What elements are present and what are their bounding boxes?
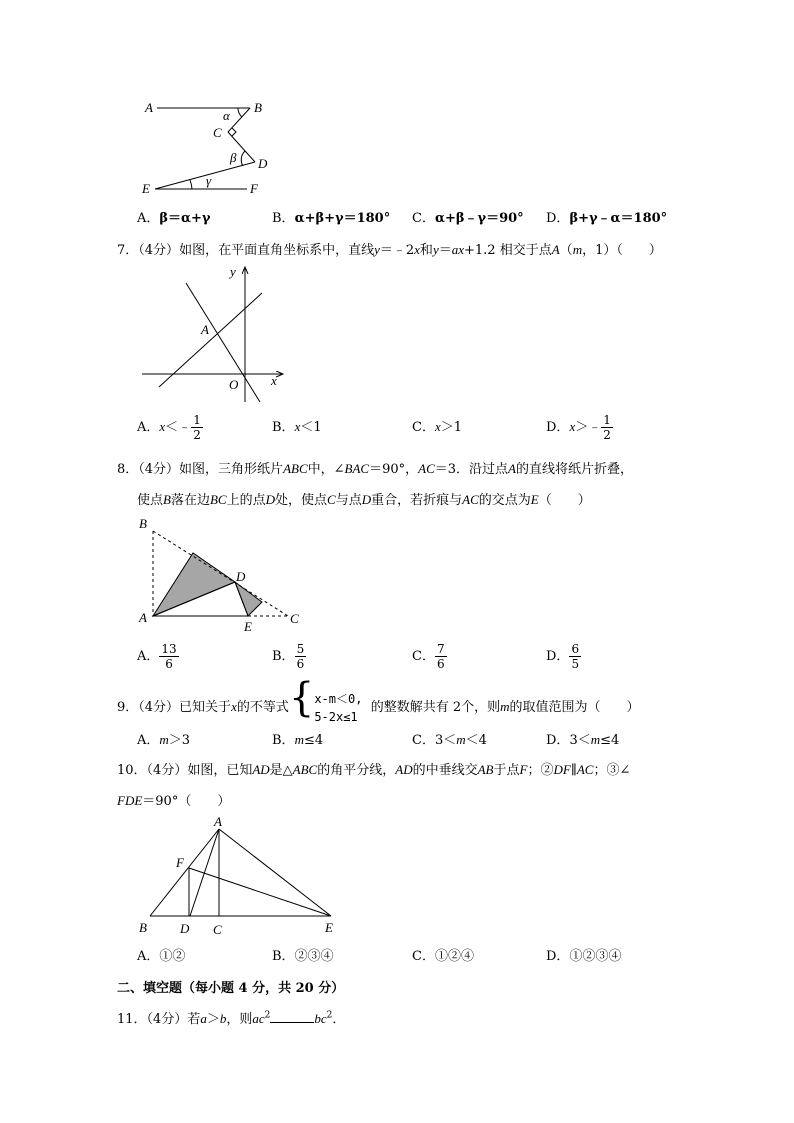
var: m (159, 732, 169, 747)
numerator: 7 (436, 642, 445, 656)
q10-label-e: E (325, 920, 333, 935)
text: ＝90°（ ） (142, 794, 231, 809)
option-letter: C． (412, 649, 435, 664)
option-letter: D． (546, 211, 570, 226)
q8-label-a: A (139, 610, 147, 625)
text: ＝90°， (369, 462, 419, 477)
text: （4分）如图，三角形纸片 (138, 462, 284, 477)
text: 的角平分线， (317, 763, 396, 778)
var: x (414, 242, 420, 257)
text: 3＜ (434, 733, 457, 748)
q6-label-e: E (142, 181, 150, 196)
q10-label-f: F (176, 855, 184, 870)
var: D (265, 492, 276, 507)
text: ＞ (206, 1012, 220, 1027)
var: B (163, 492, 171, 507)
var: y (432, 242, 439, 257)
q6-label-gamma: γ (206, 173, 212, 188)
var: F (519, 762, 528, 777)
option-letter: A． (137, 211, 160, 226)
brace: { (288, 675, 315, 721)
option-letter: A． (137, 649, 160, 664)
text: ；② (527, 763, 554, 778)
question-number: 8． (117, 462, 139, 477)
option-letter: B． (272, 733, 295, 748)
var: ABC (292, 762, 318, 777)
q6-label-a: A (145, 100, 153, 115)
text: ＞3 (168, 733, 191, 748)
rel: ＜1 (300, 420, 322, 435)
q6-label-beta: β (230, 150, 237, 165)
option-text: β+γ﹣α＝180° (569, 211, 668, 226)
var: m (500, 699, 510, 714)
option-text: ①② (159, 949, 186, 964)
var: ABC (283, 461, 308, 476)
q10-label-c: C (213, 922, 222, 937)
var: FDE (117, 793, 143, 808)
section-heading: 二、填空题（每小题 4 分，共 20 分） (117, 981, 345, 996)
question-number: 7． (117, 243, 139, 258)
option-letter: D． (546, 649, 570, 664)
option-text: α+β+γ＝180° (294, 211, 391, 226)
var: AC (418, 461, 435, 476)
q10-option-a[interactable] (137, 945, 185, 964)
q8-label-c: C (290, 611, 299, 626)
rel: ＜﹣ (165, 420, 192, 435)
text: ＝﹣2 (379, 243, 415, 258)
q7-label-y: y (230, 264, 236, 279)
text: 的直线将纸片折叠， (516, 462, 634, 477)
numerator: 13 (161, 642, 177, 656)
var: AD (395, 762, 413, 777)
text: ，1）（ ） (582, 243, 662, 258)
text: 处，使点 (275, 493, 328, 508)
q6-label-b: B (254, 100, 262, 115)
option-letter: C． (412, 733, 435, 748)
option-letter: B． (272, 949, 295, 964)
option-letter: B． (272, 211, 295, 226)
text: 是△ (269, 763, 293, 778)
answer-blank[interactable] (270, 1010, 314, 1023)
var: m (294, 732, 304, 747)
var: m (456, 732, 466, 747)
q6-label-c: C (213, 125, 222, 140)
var: E (530, 492, 539, 507)
q6-label-alpha: α (223, 108, 230, 123)
text: ＝ (438, 243, 452, 258)
text: ≤4 (303, 733, 324, 748)
option-letter: C． (412, 949, 435, 964)
option-letter: D． (546, 733, 570, 748)
var: A (551, 242, 560, 257)
text: 于点 (493, 763, 520, 778)
var: x (434, 419, 441, 434)
numerator: 6 (571, 642, 580, 656)
q8-label-b: B (139, 516, 147, 531)
numerator: 5 (296, 642, 305, 656)
text: （4分）已知关于 (138, 700, 232, 715)
option-letter: B． (272, 649, 295, 664)
q10-label-d: D (180, 921, 190, 936)
q10-option-d[interactable] (546, 945, 621, 964)
stem-text: 如图，在平面直角坐标系中，直线 (179, 243, 375, 258)
text: ． (332, 1012, 346, 1027)
var: x (231, 699, 237, 714)
var: C (327, 492, 336, 507)
var: BAC (344, 461, 370, 476)
option-text: ①②④ (434, 949, 474, 964)
q6-label-d: D (258, 156, 268, 171)
text: ≤4 (600, 733, 620, 748)
q7-label-x: x (271, 373, 277, 388)
denominator: 6 (436, 657, 445, 671)
text: 3＜ (569, 733, 591, 748)
inequality-row-1: x-m＜0, (314, 691, 363, 706)
var: DF (553, 762, 571, 777)
text: 重合，若折痕与 (371, 493, 463, 508)
text: （ (559, 243, 573, 258)
option-letter: D． (546, 420, 570, 435)
var: bc (314, 1011, 327, 1026)
var: AB (477, 762, 494, 777)
text: 的中垂线交 (412, 763, 478, 778)
option-letter: C． (412, 420, 435, 435)
option-text: α+β﹣γ＝90° (434, 211, 524, 226)
var: BC (209, 492, 227, 507)
rel: ＞﹣ (575, 420, 602, 435)
q10-option-c[interactable] (412, 945, 474, 964)
var: y (374, 242, 380, 257)
var: AC (462, 492, 479, 507)
q10-option-b[interactable] (272, 945, 334, 964)
option-text: β＝α+γ (159, 211, 211, 226)
text: 中，∠ (307, 462, 345, 477)
inequality-row-2: 5-2x≤1 (314, 709, 358, 724)
text: （4分）若 (146, 1012, 201, 1027)
var: x (569, 419, 576, 434)
text: ＜4 (465, 733, 487, 748)
denominator: 6 (165, 657, 173, 671)
numerator: 1 (193, 413, 201, 427)
q8-label-d: D (236, 569, 246, 584)
q10-label-a: A (214, 814, 222, 829)
text: ，则 (226, 1012, 253, 1027)
q7-label-o: O (229, 377, 239, 392)
text: 的不等式 (236, 700, 289, 715)
denominator: 5 (571, 657, 580, 671)
option-letter: A． (137, 733, 160, 748)
option-text: ②③④ (294, 949, 334, 964)
option-letter: C． (412, 211, 435, 226)
option-letter: A． (137, 949, 160, 964)
option-letter: D． (546, 949, 570, 964)
var: m (572, 242, 583, 257)
text: 与点 (335, 493, 362, 508)
text: ∥ (570, 763, 577, 778)
q7-label-a: A (201, 322, 209, 337)
text: +1.2 相交于点 (464, 243, 552, 258)
text: 落在边 (170, 493, 210, 508)
score: （4分） (138, 243, 180, 258)
denominator: 2 (603, 428, 611, 442)
text: 上的点 (226, 493, 266, 508)
exponent: 2 (326, 1010, 333, 1021)
q10-line-ab (150, 829, 219, 916)
q11-stem (117, 1008, 345, 1027)
numerator: 1 (603, 413, 611, 427)
denominator: 6 (296, 657, 305, 671)
text: 的交点为 (478, 493, 531, 508)
q10-label-b: B (139, 920, 147, 935)
text: 的取值范围为（ ） (509, 700, 640, 715)
q8-label-e: E (244, 619, 252, 634)
var: a (200, 1011, 207, 1026)
var: ac (252, 1011, 265, 1026)
rel: ＞1 (440, 420, 463, 435)
var: D (361, 492, 372, 507)
option-text: ①②③④ (569, 949, 622, 964)
question-number: 10． (117, 763, 147, 778)
text: （4分）如图，已知 (146, 763, 253, 778)
question-number: 9． (117, 700, 139, 715)
var: m (590, 732, 601, 747)
question-number: 11． (117, 1012, 147, 1027)
text: （ ） (538, 493, 591, 508)
q10-line-ae (219, 829, 331, 916)
text: 的整数解共有 2个，则 (370, 700, 501, 715)
denominator: 2 (193, 428, 201, 442)
q10-line-fe (189, 868, 331, 916)
option-letter: A． (137, 420, 160, 435)
text: 使点 (137, 493, 164, 508)
var: AC (576, 762, 594, 777)
var: x (294, 419, 301, 434)
var: x (159, 419, 166, 434)
q10-line-ad (190, 829, 219, 916)
exponent: 2 (264, 1010, 271, 1021)
var: ax (451, 242, 465, 257)
var: A (508, 461, 516, 476)
text: ＝3．沿过点 (434, 462, 509, 477)
text: ；③∠ (593, 763, 631, 778)
option-letter: B． (272, 420, 295, 435)
var: AD (252, 762, 270, 777)
text: 和 (419, 243, 433, 258)
q6-label-f: F (250, 181, 258, 196)
var: b (219, 1011, 227, 1026)
